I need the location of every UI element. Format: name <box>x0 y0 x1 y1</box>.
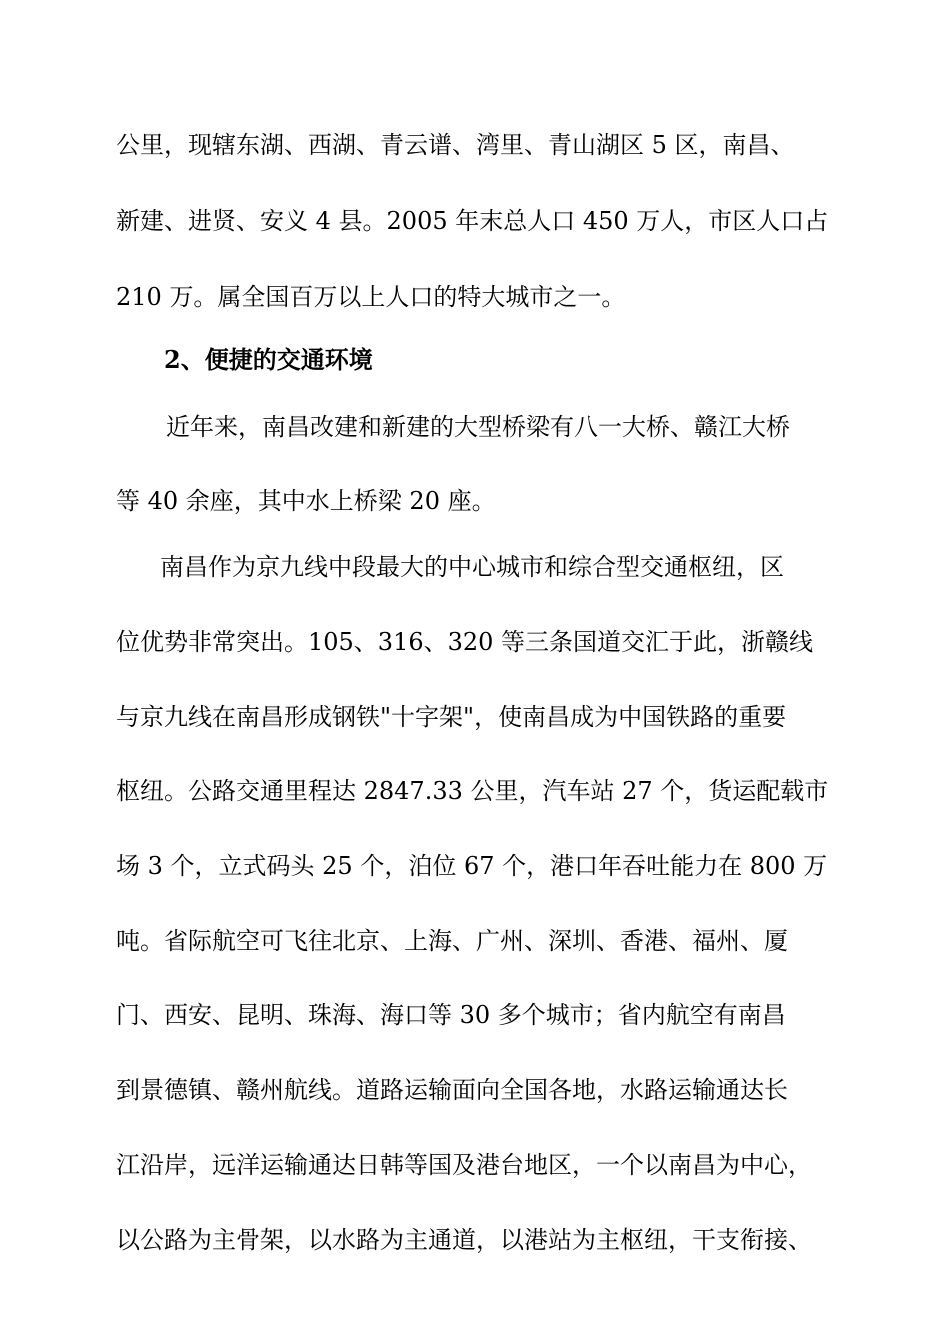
paragraph-1-line-1: 公里，现辖东湖、西湖、青云谱、湾里、青山湖区 5 区，南昌、 <box>116 131 795 159</box>
paragraph-3-line-9: 江沿岸，远洋运输通达日韩等国及港台地区，一个以南昌为中心， <box>116 1151 812 1179</box>
paragraph-3-line-6: 吨。省际航空可飞往北京、上海、广州、深圳、香港、福州、厦 <box>116 927 788 955</box>
paragraph-2-line-1: 近年来，南昌改建和新建的大型桥梁有八一大桥、赣江大桥 <box>166 413 790 441</box>
paragraph-1-line-3: 210 万。属全国百万以上人口的特大城市之一。 <box>116 283 626 311</box>
paragraph-2-line-2: 等 40 余座，其中水上桥梁 20 座。 <box>116 487 496 515</box>
section-heading: 2、便捷的交通环境 <box>164 345 373 374</box>
paragraph-3-line-1: 南昌作为京九线中段最大的中心城市和综合型交通枢纽，区 <box>160 553 784 581</box>
paragraph-3-line-3: 与京九线在南昌形成钢铁"十字架"，使南昌成为中国铁路的重要 <box>116 703 787 731</box>
paragraph-3-line-10: 以公路为主骨架，以水路为主通道，以港站为主枢纽，干支衔接、 <box>116 1226 812 1254</box>
paragraph-3-line-4: 枢纽。公路交通里程达 2847.33 公里，汽车站 27 个，货运配载市 <box>116 777 829 805</box>
paragraph-1-line-2: 新建、进贤、安义 4 县。2005 年末总人口 450 万人，市区人口占 <box>116 207 829 235</box>
paragraph-3-line-8: 到景德镇、赣州航线。道路运输面向全国各地，水路运输通达长 <box>116 1076 788 1104</box>
paragraph-3-line-5: 场 3 个，立式码头 25 个，泊位 67 个，港口年吞吐能力在 800 万 <box>116 852 828 880</box>
paragraph-3-line-2: 位优势非常突出。105、316、320 等三条国道交汇于此，浙赣线 <box>116 628 814 656</box>
paragraph-3-line-7: 门、西安、昆明、珠海、海口等 30 多个城市；省内航空有南昌 <box>116 1001 786 1029</box>
